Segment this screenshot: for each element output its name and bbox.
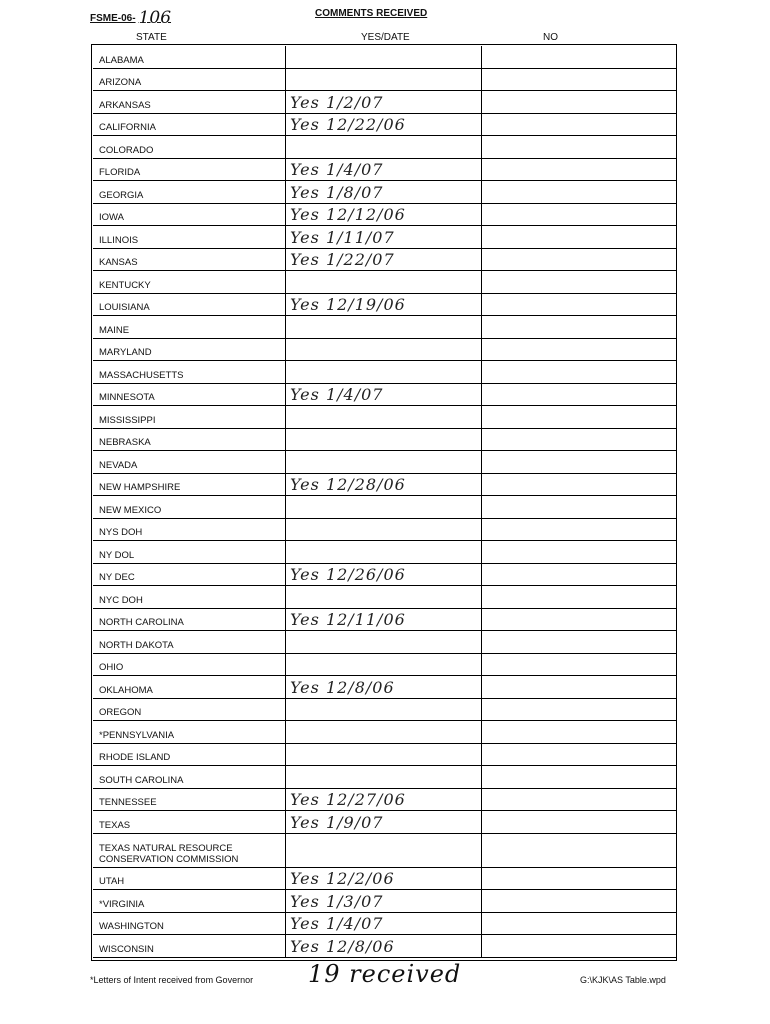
- no-cell: [482, 699, 676, 721]
- form-code: [90, 6, 171, 26]
- yes-date-cell: [286, 271, 482, 293]
- state-name: MARYLAND: [99, 347, 152, 358]
- state-name: RHODE ISLAND: [99, 752, 171, 763]
- table-row: [93, 249, 676, 272]
- state-name: OKLAHOMA: [99, 684, 153, 696]
- state-name: ILLINOIS: [99, 234, 139, 246]
- handwritten-entry: Yes 12/19/06: [290, 295, 406, 314]
- no-cell: [482, 913, 676, 935]
- state-cell: [93, 935, 286, 957]
- table-row: [93, 890, 676, 913]
- no-cell: [482, 451, 676, 473]
- yes-date-cell: [286, 226, 482, 248]
- yes-date-cell: [286, 609, 482, 631]
- state-cell: [93, 609, 286, 631]
- no-cell: [482, 496, 676, 518]
- table-row: [93, 91, 676, 114]
- table-row: [93, 204, 676, 227]
- state-cell: [93, 890, 286, 912]
- state-cell: [93, 721, 286, 743]
- table-row: [93, 789, 676, 812]
- state-name: *VIRGINIA: [99, 898, 145, 910]
- yes-date-cell: [286, 204, 482, 226]
- column-header-yes-date: YES/DATE: [361, 32, 410, 43]
- state-cell: [93, 699, 286, 721]
- yes-date-cell: [286, 46, 482, 68]
- state-name: LOUISIANA: [99, 302, 150, 313]
- yes-date-cell: [286, 811, 482, 833]
- no-cell: [482, 541, 676, 563]
- yes-date-cell: [286, 789, 482, 811]
- no-cell: [482, 69, 676, 91]
- no-cell: [482, 316, 676, 338]
- yes-date-cell: [286, 913, 482, 935]
- state-cell: [93, 834, 286, 867]
- yes-date-cell: [286, 249, 482, 271]
- state-cell: [93, 271, 286, 293]
- state-cell: [93, 451, 286, 473]
- yes-date-cell: [286, 631, 482, 653]
- no-cell: [482, 744, 676, 766]
- table-row: [93, 226, 676, 249]
- yes-date-cell: [286, 868, 482, 890]
- state-cell: [93, 136, 286, 158]
- state-cell: [93, 766, 286, 788]
- handwritten-entry: Yes 12/27/06: [290, 790, 406, 809]
- state-cell: [93, 204, 286, 226]
- state-name: GEORGIA: [99, 189, 144, 201]
- state-cell: [93, 429, 286, 451]
- no-cell: [482, 91, 676, 113]
- yes-date-cell: [286, 361, 482, 383]
- state-name: NY DEC: [99, 572, 135, 583]
- state-cell: [93, 316, 286, 338]
- yes-date-cell: [286, 69, 482, 91]
- state-cell: [93, 913, 286, 935]
- table-row: [93, 868, 676, 891]
- state-cell: [93, 586, 286, 608]
- table-row: [93, 935, 676, 958]
- no-cell: [482, 339, 676, 361]
- no-cell: [482, 406, 676, 428]
- yes-date-cell: [286, 699, 482, 721]
- handwritten-entry: Yes 1/4/07: [290, 160, 384, 179]
- yes-date-cell: [286, 935, 482, 957]
- handwritten-entry: Yes 12/26/06: [290, 565, 406, 584]
- state-name: *PENNSYLVANIA: [99, 729, 175, 741]
- yes-date-cell: [286, 744, 482, 766]
- handwritten-entry: Yes 1/22/07: [290, 250, 395, 269]
- form-code-handwritten: 106: [138, 8, 172, 28]
- yes-date-cell: [286, 429, 482, 451]
- footnote: *Letters of Intent received from Governor: [90, 975, 254, 985]
- handwritten-entry: Yes 1/11/07: [290, 227, 395, 247]
- state-name: ARIZONA: [99, 77, 142, 88]
- no-cell: [482, 834, 676, 867]
- yes-date-cell: [286, 294, 482, 316]
- table-row: [93, 474, 676, 497]
- no-cell: [482, 46, 676, 68]
- state-cell: [93, 384, 286, 406]
- form-code-label: FSME-06-: [90, 13, 136, 24]
- state-name: MAINE: [99, 324, 130, 336]
- yes-date-cell: [286, 721, 482, 743]
- state-cell: [93, 744, 286, 766]
- yes-date-cell: [286, 564, 482, 586]
- table-row: [93, 69, 676, 92]
- table-row: [93, 159, 676, 182]
- state-name: NYS DOH: [99, 527, 143, 538]
- state-cell: [93, 159, 286, 181]
- no-cell: [482, 249, 676, 271]
- state-cell: [93, 676, 286, 698]
- yes-date-cell: [286, 834, 482, 867]
- state-name: OHIO: [99, 662, 124, 673]
- state-cell: [93, 406, 286, 428]
- state-name: WISCONSIN: [99, 943, 154, 955]
- handwritten-entry: Yes 1/2/07: [290, 92, 384, 112]
- state-cell: [93, 789, 286, 811]
- yes-date-cell: [286, 890, 482, 912]
- state-name: MISSISSIPPI: [99, 414, 156, 426]
- state-cell: [93, 339, 286, 361]
- state-cell: [93, 496, 286, 518]
- handwritten-entry: Yes 12/11/06: [290, 610, 406, 629]
- table-row: [93, 429, 676, 452]
- handwritten-entry: Yes 1/8/07: [290, 182, 384, 202]
- table-row: [93, 496, 676, 519]
- table-row: [93, 586, 676, 609]
- no-cell: [482, 114, 676, 136]
- table-row: [93, 676, 676, 699]
- state-cell: [93, 91, 286, 113]
- handwritten-entry: Yes 12/22/06: [290, 115, 406, 134]
- table-row: [93, 384, 676, 407]
- no-cell: [482, 811, 676, 833]
- table-row: [93, 136, 676, 159]
- handwritten-entry: Yes 1/3/07: [290, 891, 384, 911]
- table-row: [93, 316, 676, 339]
- yes-date-cell: [286, 541, 482, 563]
- table-row: [93, 181, 676, 204]
- yes-date-cell: [286, 136, 482, 158]
- state-name: KANSAS: [99, 257, 138, 268]
- state-name: TEXAS: [99, 819, 131, 831]
- state-cell: [93, 631, 286, 653]
- handwritten-entry: Yes 12/8/06: [290, 936, 395, 956]
- no-cell: [482, 935, 676, 957]
- table-row: [93, 609, 676, 632]
- handwritten-entry: Yes 1/4/07: [290, 385, 384, 404]
- handwritten-entry: Yes 12/12/06: [290, 205, 406, 224]
- state-name: IOWA: [99, 212, 124, 223]
- table-row: [93, 834, 676, 868]
- no-cell: [482, 631, 676, 653]
- state-name: NORTH DAKOTA: [99, 639, 174, 651]
- table-row: [93, 631, 676, 654]
- no-cell: [482, 271, 676, 293]
- no-cell: [482, 564, 676, 586]
- state-cell: [93, 46, 286, 68]
- no-cell: [482, 654, 676, 676]
- no-cell: [482, 294, 676, 316]
- state-name: KENTUCKY: [99, 279, 151, 291]
- no-cell: [482, 384, 676, 406]
- table-row: [93, 519, 676, 542]
- yes-date-cell: [286, 586, 482, 608]
- table-row: [93, 271, 676, 294]
- state-name: NEW MEXICO: [99, 504, 162, 516]
- no-cell: [482, 159, 676, 181]
- no-cell: [482, 136, 676, 158]
- column-header-state: STATE: [136, 32, 167, 43]
- yes-date-cell: [286, 384, 482, 406]
- no-cell: [482, 789, 676, 811]
- no-cell: [482, 429, 676, 451]
- state-cell: [93, 654, 286, 676]
- table-row: [93, 913, 676, 936]
- yes-date-cell: [286, 519, 482, 541]
- table-row: [93, 406, 676, 429]
- state-name: CALIFORNIA: [99, 122, 157, 133]
- state-name: UTAH: [99, 876, 125, 887]
- state-name: NYC DOH: [99, 594, 143, 606]
- no-cell: [482, 586, 676, 608]
- state-name: FLORIDA: [99, 167, 141, 178]
- table-row: [93, 654, 676, 677]
- yes-date-cell: [286, 406, 482, 428]
- table-row: [93, 766, 676, 789]
- no-cell: [482, 181, 676, 203]
- no-cell: [482, 868, 676, 890]
- state-name: MASSACHUSETTS: [99, 369, 184, 381]
- yes-date-cell: [286, 339, 482, 361]
- table-row: [93, 744, 676, 767]
- no-cell: [482, 226, 676, 248]
- state-name: NY DOL: [99, 549, 135, 561]
- table-row: [93, 541, 676, 564]
- state-cell: [93, 519, 286, 541]
- column-header-no: NO: [543, 32, 558, 43]
- yes-date-cell: [286, 451, 482, 473]
- state-cell: [93, 69, 286, 91]
- file-path: G:\KJK\AS Table.wpd: [580, 975, 666, 985]
- state-cell: [93, 474, 286, 496]
- table-row: [93, 339, 676, 362]
- state-name: COLORADO: [99, 144, 154, 156]
- state-cell: [93, 811, 286, 833]
- no-cell: [482, 721, 676, 743]
- state-name: SOUTH CAROLINA: [99, 774, 184, 786]
- received-total: 19 received: [308, 960, 462, 988]
- yes-date-cell: [286, 181, 482, 203]
- state-name: TENNESSEE: [99, 797, 157, 808]
- table-row: [93, 811, 676, 834]
- state-name: NEW HAMPSHIRE: [99, 482, 181, 493]
- state-name: NEVADA: [99, 459, 138, 471]
- page-title: COMMENTS RECEIVED: [315, 8, 428, 19]
- table-row: [93, 294, 676, 317]
- yes-date-cell: [286, 496, 482, 518]
- handwritten-entry: Yes 1/4/07: [290, 914, 384, 933]
- state-cell: [93, 114, 286, 136]
- state-name: NEBRASKA: [99, 437, 151, 448]
- table-row: [93, 114, 676, 137]
- table-row: [93, 46, 676, 69]
- handwritten-entry: Yes 12/8/06: [290, 677, 395, 697]
- state-name: ARKANSAS: [99, 99, 151, 111]
- no-cell: [482, 519, 676, 541]
- table-row: [93, 721, 676, 744]
- handwritten-entry: Yes 12/2/06: [290, 869, 395, 888]
- state-name: OREGON: [99, 707, 142, 718]
- state-name: MINNESOTA: [99, 392, 155, 403]
- table-row: [93, 451, 676, 474]
- no-cell: [482, 361, 676, 383]
- state-name: WASHINGTON: [99, 921, 164, 932]
- state-cell: [93, 541, 286, 563]
- state-cell: [93, 868, 286, 890]
- no-cell: [482, 676, 676, 698]
- table-row: [93, 361, 676, 384]
- yes-date-cell: [286, 114, 482, 136]
- yes-date-cell: [286, 474, 482, 496]
- yes-date-cell: [286, 159, 482, 181]
- state-cell: [93, 294, 286, 316]
- handwritten-entry: Yes 1/9/07: [290, 812, 384, 832]
- state-name: TEXAS NATURAL RESOURCE CONSERVATION COMMISSION: [99, 842, 239, 865]
- yes-date-cell: [286, 676, 482, 698]
- state-cell: [93, 249, 286, 271]
- yes-date-cell: [286, 654, 482, 676]
- no-cell: [482, 204, 676, 226]
- state-name: ALABAMA: [99, 54, 144, 66]
- table-row: [93, 564, 676, 587]
- yes-date-cell: [286, 316, 482, 338]
- table-row: [93, 699, 676, 722]
- no-cell: [482, 474, 676, 496]
- state-name: NORTH CAROLINA: [99, 617, 184, 628]
- state-cell: [93, 361, 286, 383]
- yes-date-cell: [286, 766, 482, 788]
- no-cell: [482, 890, 676, 912]
- no-cell: [482, 609, 676, 631]
- state-cell: [93, 564, 286, 586]
- no-cell: [482, 766, 676, 788]
- handwritten-entry: Yes 12/28/06: [290, 475, 406, 494]
- yes-date-cell: [286, 91, 482, 113]
- state-cell: [93, 226, 286, 248]
- state-cell: [93, 181, 286, 203]
